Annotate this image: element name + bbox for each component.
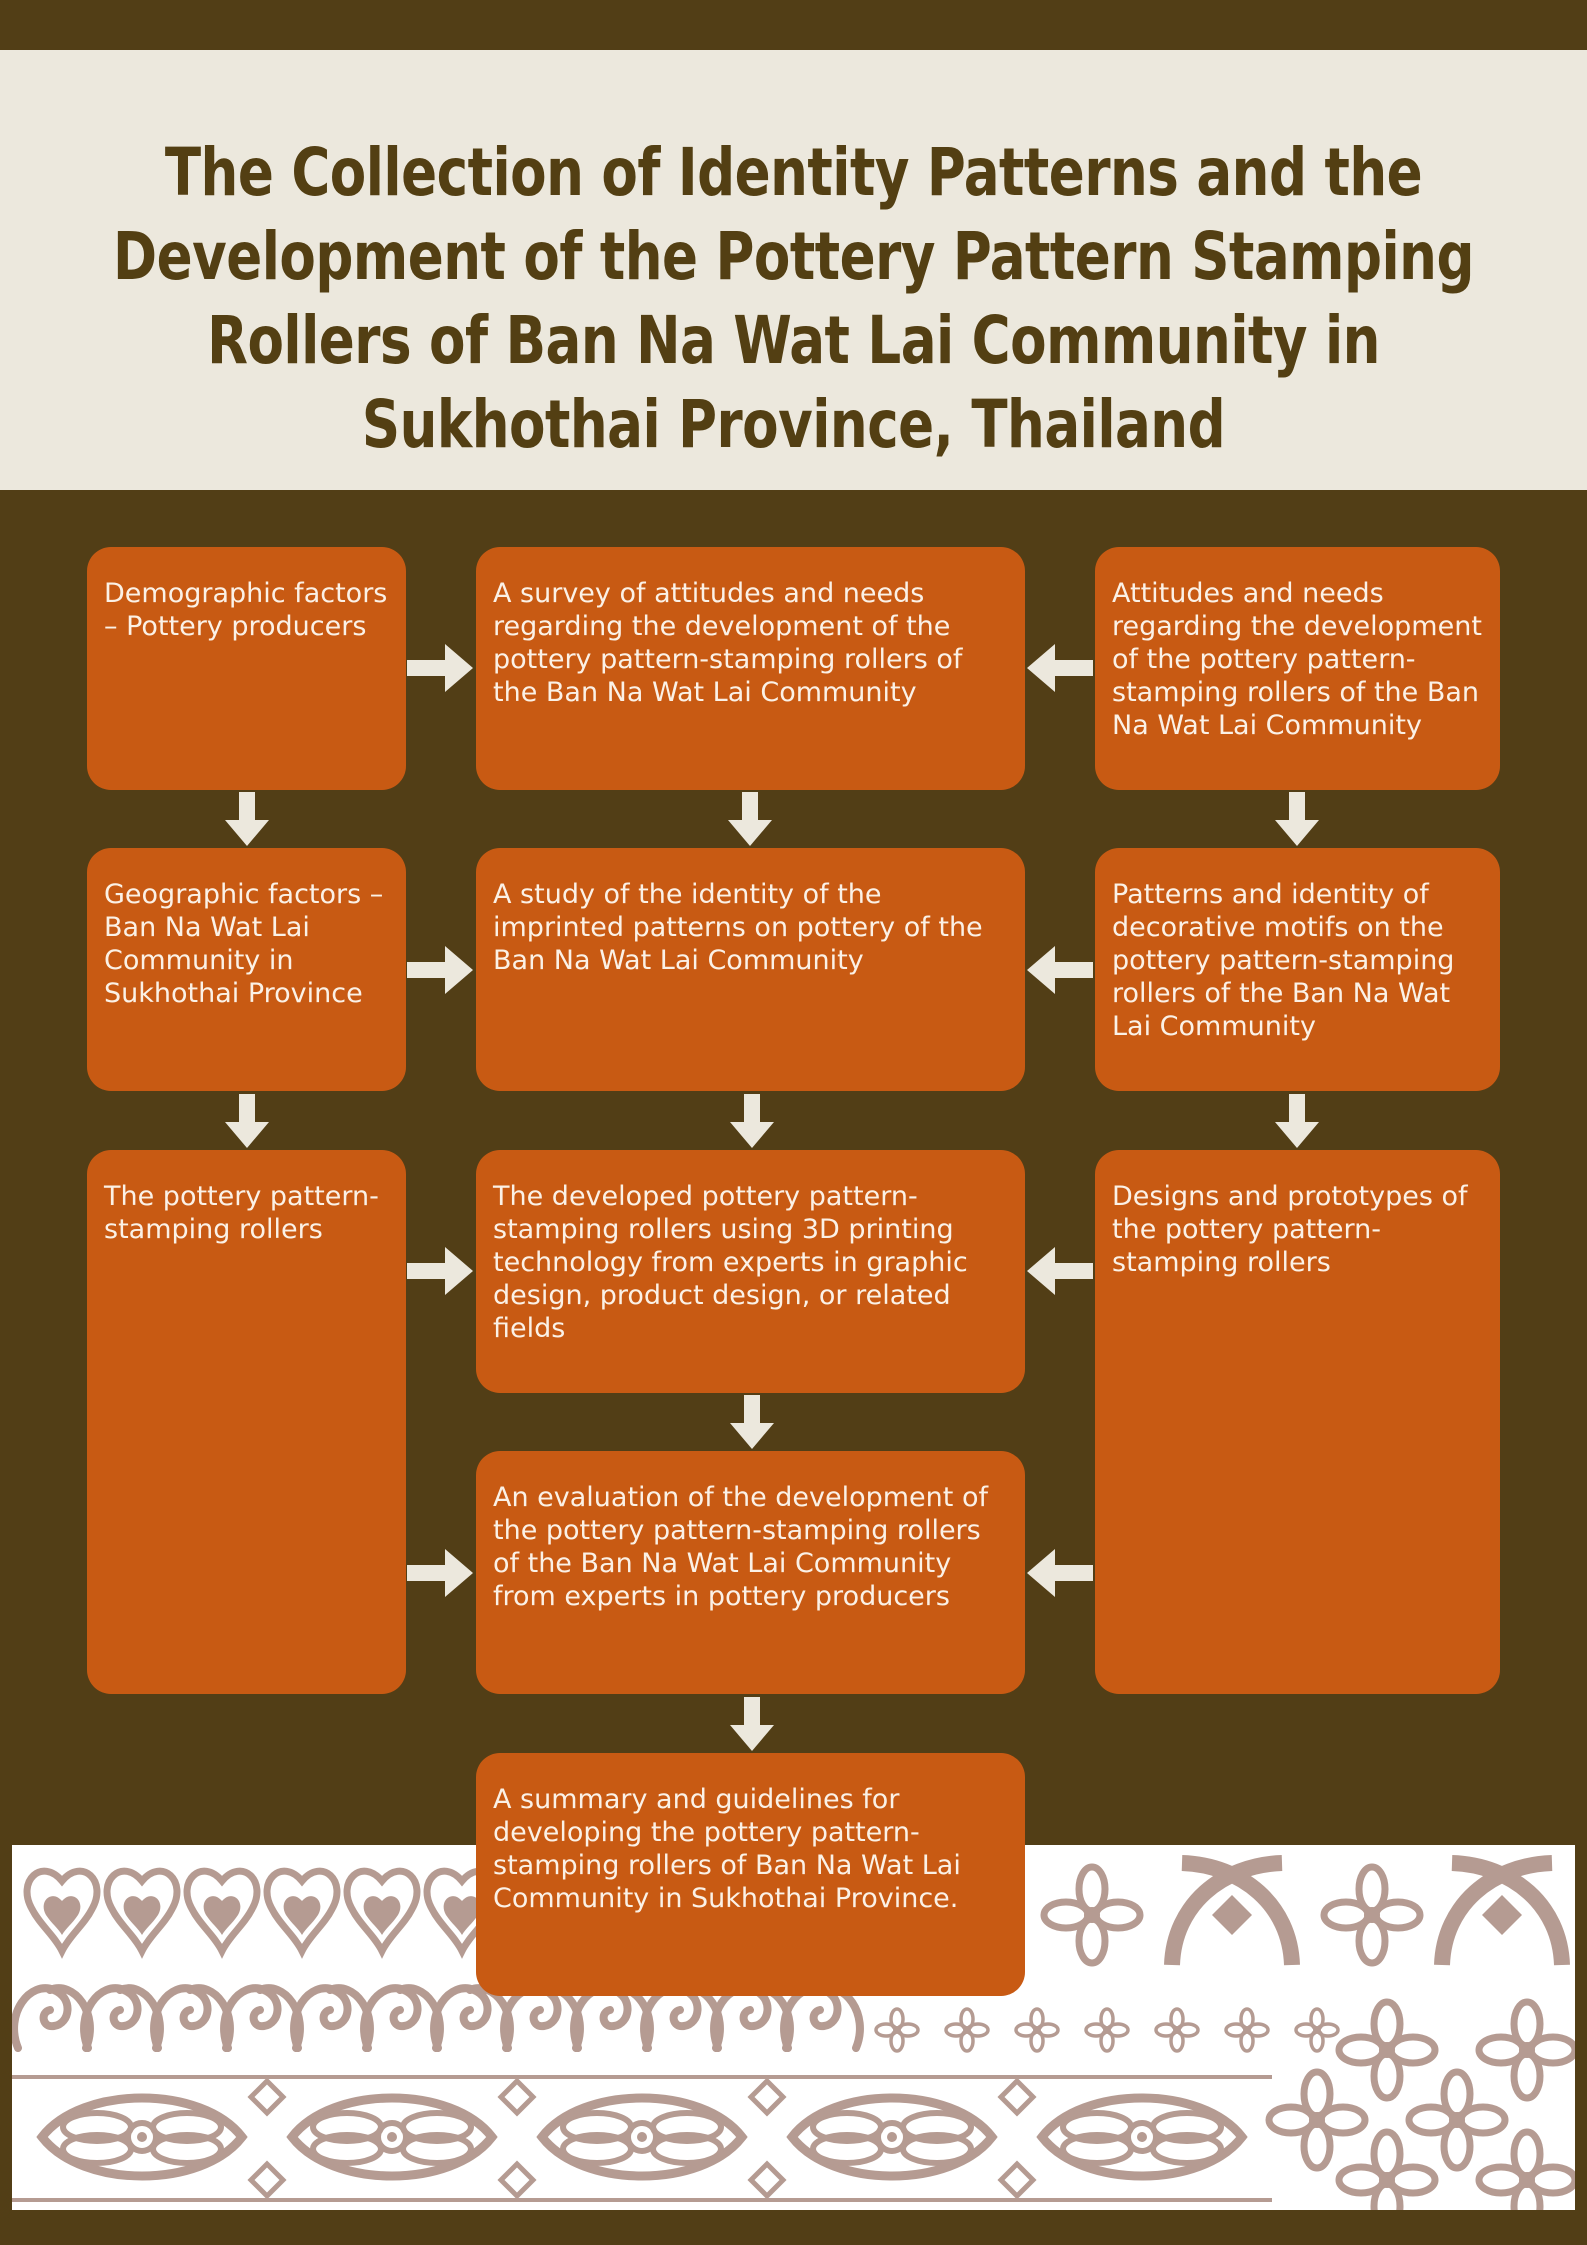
- arrow-down-icon: [730, 1094, 774, 1148]
- box-attitudes-needs: Attitudes and needs regarding the development of the pottery pattern-stamping rollers of the Ban Na Wat Lai Community: [1095, 547, 1500, 790]
- box-designs-prototypes: Designs and prototypes of the pottery pattern-stamping rollers: [1095, 1150, 1500, 1694]
- page-title: The Collection of Identity Patterns and the Development of the Pottery Pattern Stamping Rollers of Ban Na Wat Lai Community in Sukhothai Province, Thailand: [113, 133, 1474, 463]
- arrow-right-icon: [407, 644, 473, 692]
- box-evaluation: An evaluation of the development of the pottery pattern-stamping rollers of the Ban Na Wat Lai Community from experts in pottery producers: [476, 1451, 1025, 1694]
- box-pottery-rollers: The pottery pattern-stamping rollers: [87, 1150, 406, 1694]
- box-developed-rollers: The developed pottery pattern-stamping rollers using 3D printing technology from experts in graphic design, product design, or related fields: [476, 1150, 1025, 1393]
- arrow-down-icon: [730, 1395, 774, 1449]
- arrow-right-icon: [407, 1247, 473, 1295]
- box-demographic-factors: Demographic factors – Pottery producers: [87, 547, 406, 790]
- arrow-right-icon: [407, 946, 473, 994]
- arrow-left-icon: [1027, 946, 1093, 994]
- box-identity-study: A study of the identity of the imprinted patterns on pottery of the Ban Na Wat Lai Community: [476, 848, 1025, 1091]
- arrow-left-icon: [1027, 1549, 1093, 1597]
- arrow-left-icon: [1027, 1247, 1093, 1295]
- arrow-down-icon: [1275, 792, 1319, 846]
- box-geographic-factors: Geographic factors – Ban Na Wat Lai Community in Sukhothai Province: [87, 848, 406, 1091]
- arrow-down-icon: [728, 792, 772, 846]
- arrow-down-icon: [225, 792, 269, 846]
- arrow-down-icon: [730, 1697, 774, 1751]
- box-summary: A summary and guidelines for developing the pottery pattern-stamping rollers of Ban Na Wat Lai Community in Sukhothai Province.: [476, 1753, 1025, 1996]
- box-patterns-identity: Patterns and identity of decorative motifs on the pottery pattern-stamping rollers of the Ban Na Wat Lai Community: [1095, 848, 1500, 1091]
- box-survey: A survey of attitudes and needs regarding the development of the pottery pattern-stamping rollers of the Ban Na Wat Lai Community: [476, 547, 1025, 790]
- arrow-down-icon: [1275, 1094, 1319, 1148]
- arrow-down-icon: [225, 1094, 269, 1148]
- arrow-right-icon: [407, 1549, 473, 1597]
- arrow-left-icon: [1027, 644, 1093, 692]
